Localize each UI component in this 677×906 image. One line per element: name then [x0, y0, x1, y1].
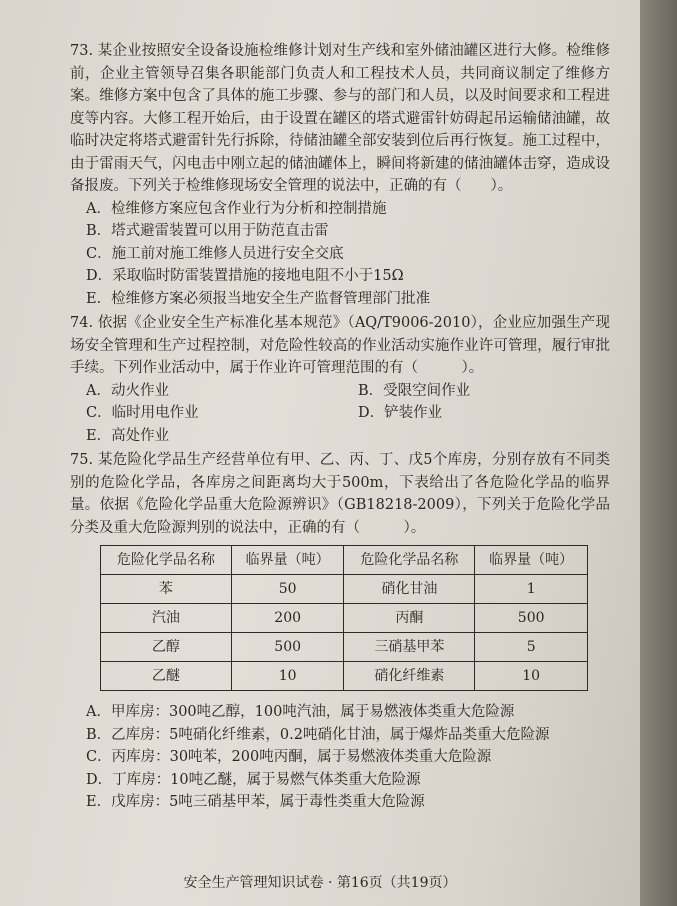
table-cell: 10	[475, 662, 588, 691]
table-header: 临界量（吨）	[475, 546, 588, 575]
option-74-b: B．受限空间作业	[358, 382, 471, 399]
option-73-a: A．检维修方案应包含作业行为分析和控制措施	[86, 200, 387, 217]
table-row	[101, 604, 588, 633]
table-cell: 苯	[101, 575, 232, 604]
table-row	[101, 633, 588, 662]
option-74-e: E．高处作业	[86, 427, 170, 444]
table-cell: 丙酮	[344, 604, 475, 633]
table-cell: 汽油	[101, 604, 232, 633]
question-74	[70, 312, 610, 447]
table-cell: 硝化甘油	[344, 575, 475, 604]
option-75-b: B．乙库房：5吨硝化纤维素，0.2吨硝化甘油，属于爆炸品类重大危险源	[86, 726, 550, 743]
question-74-text: 74. 依据《企业安全生产标准化基本规范》（AQ/T9006-2010），企业应加强生产现场安全管理和生产过程控制，对危险性较高的作业活动实施作业许可管理，履行审批手续。下列作业活动中，属于作业许可管理范围的有（ ）。	[70, 315, 610, 376]
option-75-a: A．甲库房：300吨乙醇，100吨汽油，属于易燃液体类重大危险源	[86, 704, 515, 720]
option-75-e: E．戊库房：5吨三硝基甲苯，属于毒性类重大危险源	[86, 794, 425, 810]
table-header: 临界量（吨）	[231, 546, 344, 575]
table-header: 危险化学品名称	[101, 546, 232, 575]
question-73-options	[70, 198, 610, 311]
table-cell: 10	[231, 662, 344, 691]
table-cell: 1	[475, 575, 588, 604]
table-cell: 50	[231, 575, 344, 604]
question-74-options	[70, 380, 610, 448]
table-cell: 三硝基甲苯	[344, 633, 475, 662]
table-cell: 硝化纤维素	[344, 662, 475, 691]
page-content	[70, 40, 610, 816]
option-73-b: B．塔式避雷装置可以用于防范直击雷	[86, 223, 329, 239]
option-73-c: C．施工前对施工维修人员进行安全交底	[86, 245, 344, 262]
table-row	[101, 662, 588, 691]
table-cell: 5	[475, 633, 588, 662]
table-cell: 乙醚	[101, 662, 232, 691]
table-header: 危险化学品名称	[344, 546, 475, 575]
table-cell: 500	[231, 633, 344, 662]
next-page-edge	[640, 0, 677, 906]
page-footer: 安全生产管理知识试卷 · 第16页（共19页）	[183, 875, 457, 891]
option-73-d: D．采取临时防雷装置措施的接地电阻不小于15Ω	[86, 268, 404, 284]
question-75-text: 75. 某危险化学品生产经营单位有甲、乙、丙、丁、戊5个库房，分别存放有不同类别的危险化学品，各库房之间距离均大于500m，下表给出了各危险化学品的临界量。依据《危险化学品重大危险源辨识》（GB18218-2009），下列关于危险化学品分类及重大危险源判别的说法中，正确的有（ ）。	[70, 452, 610, 536]
question-73	[70, 40, 610, 310]
question-75-options	[70, 701, 610, 814]
option-73-e: E．检维修方案必须报当地安全生产监督管理部门批准	[86, 290, 431, 307]
table-header-row	[101, 546, 588, 575]
option-75-c: C．丙库房：30吨苯，200吨丙酮，属于易燃液体类重大危险源	[86, 749, 492, 765]
table-cell: 乙醇	[101, 633, 232, 662]
option-74-d: D．铲装作业	[358, 405, 443, 421]
option-74-c: C．临时用电作业	[86, 405, 199, 421]
question-75	[70, 449, 610, 814]
option-74-a: A．动火作业	[86, 382, 169, 399]
table-cell: 500	[475, 604, 588, 633]
critical-quantity-table	[100, 545, 588, 691]
table-row	[101, 575, 588, 604]
option-75-d: D．丁库房：10吨乙醚，属于易燃气体类重大危险源	[86, 771, 421, 788]
table-cell: 200	[231, 604, 344, 633]
question-73-text: 73. 某企业按照安全设备设施检维修计划对生产线和室外储油罐区进行大修。检维修前，企业主管领导召集各职能部门负责人和工程技术人员，共同商议制定了维修方案。维修方案中包含了具体的施工步骤、参与的部门和人员，以及时间要求和工程进度等内容。大修工程开始后，由于设置在罐区的塔式避雷针妨碍起吊运输储油罐，故临时决定将塔式避雷针先行拆除，待储油罐全部安装到位后再行恢复。施工过程中，由于雷雨天气，闪电击中刚立起的储油罐体上，瞬间将新建的储油罐体击穿，造成设备报废。下列关于检维修现场安全管理的说法中，正确的有（ ）。	[70, 43, 610, 194]
